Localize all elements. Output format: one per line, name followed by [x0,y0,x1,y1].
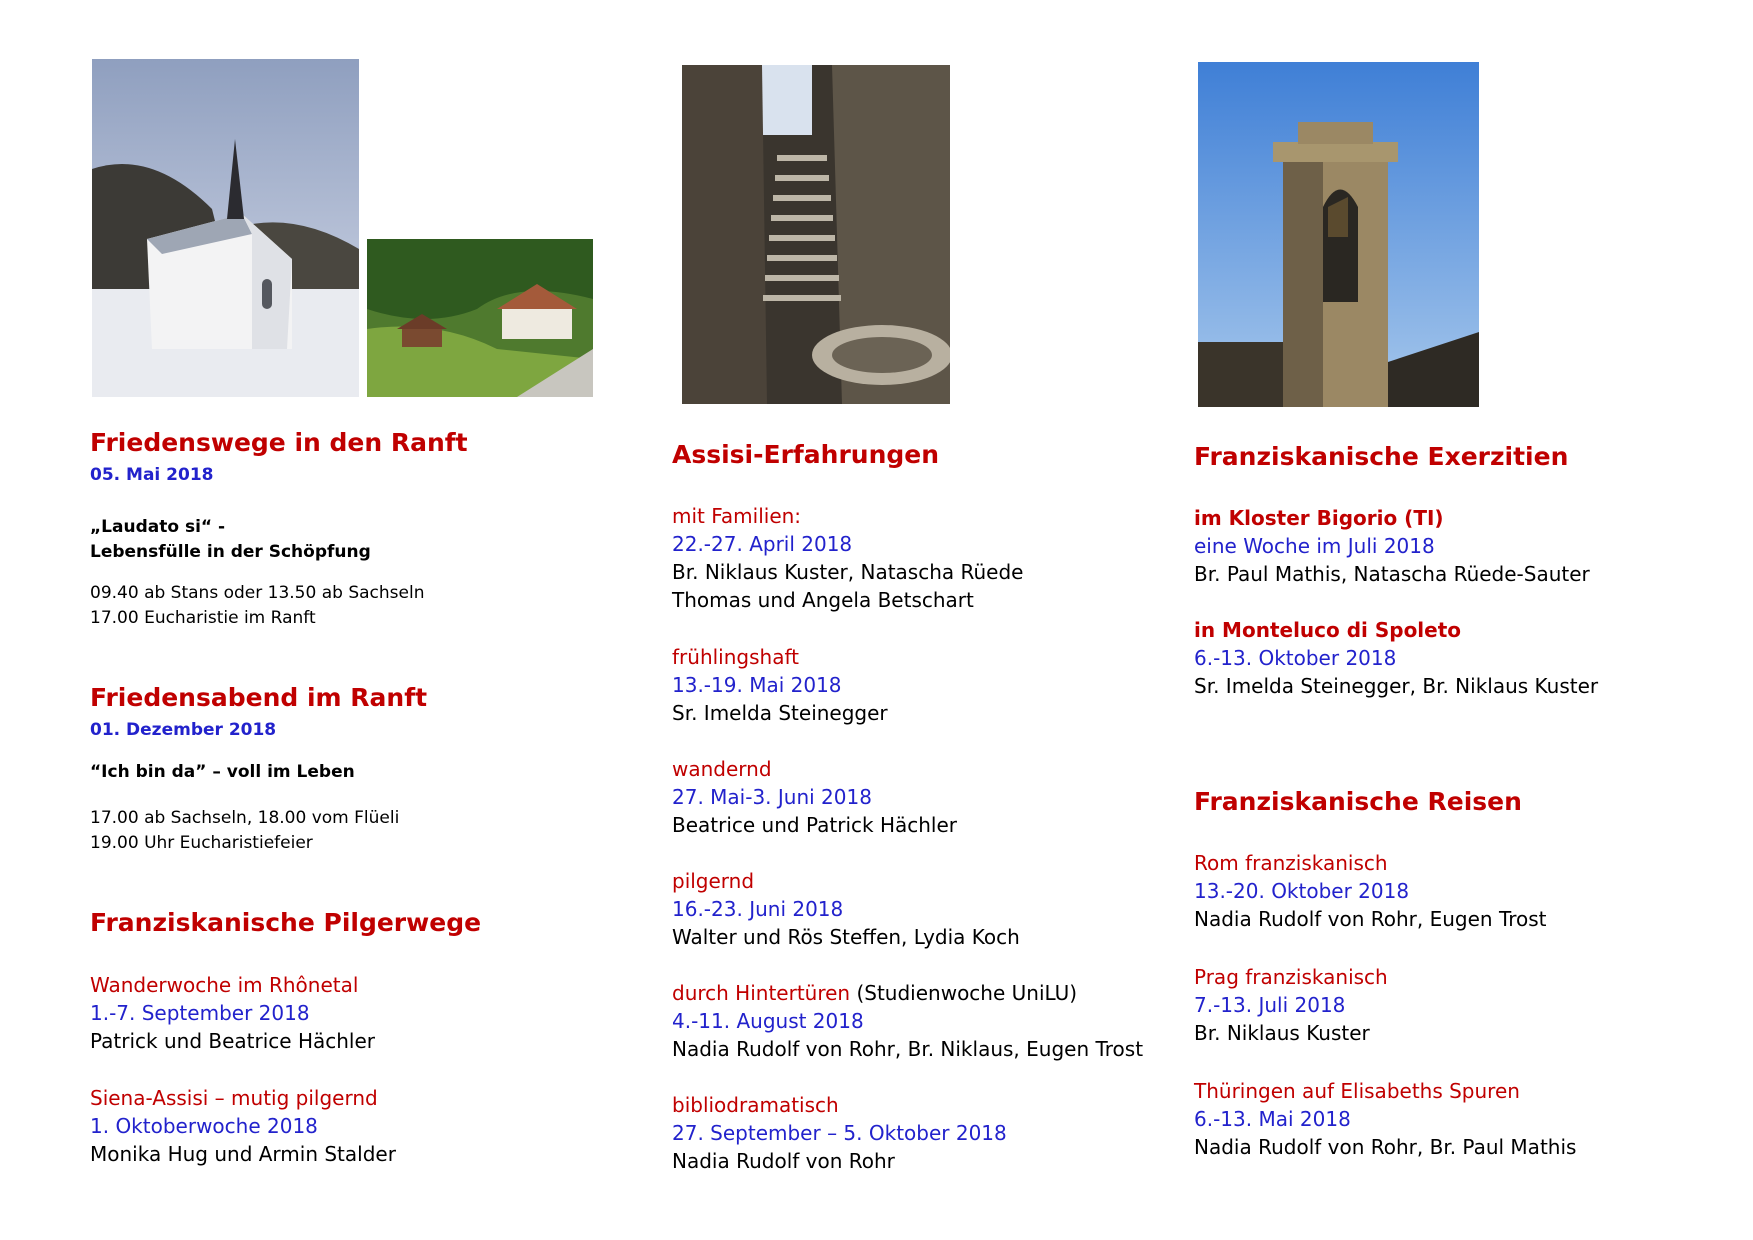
exerzitien-item [1194,504,1590,588]
item-label: im Kloster Bigorio (TI) [1194,506,1444,530]
item-people: Nadia Rudolf von Rohr, Br. Niklaus, Eugen Trost [672,1037,1144,1061]
item-date: 6.-13. Oktober 2018 [1194,646,1397,670]
item-people: Sr. Imelda Steinegger [672,701,888,725]
exerzitien-item [1194,616,1598,700]
theme-friedensabend: “Ich bin da” – voll im Leben [90,762,355,782]
item-date: 1. Oktoberwoche 2018 [90,1114,318,1138]
section-title-reisen: Franziskanische Reisen [1194,787,1522,816]
assisi-item [672,755,957,839]
item-date: 4.-11. August 2018 [672,1009,864,1033]
item-date: 27. September – 5. Oktober 2018 [672,1121,1007,1145]
theme-line-1: „Laudato si“ - [90,517,226,537]
item-label: durch Hintertüren [672,981,851,1005]
item-people: Sr. Imelda Steinegger, Br. Niklaus Kuster [1194,674,1599,698]
item-date: 1.-7. September 2018 [90,1001,310,1025]
section-title-friedensabend: Friedensabend im Ranft [90,683,428,712]
item-label: mit Familien: [672,504,802,528]
item-people: Br. Niklaus Kuster [1194,1021,1370,1045]
item-date: 7.-13. Juli 2018 [1194,993,1346,1017]
item-people: Walter und Rös Steffen, Lydia Koch [672,925,1020,949]
item-label: Siena-Assisi – mutig pilgernd [90,1086,378,1110]
item-people: Nadia Rudolf von Rohr, Eugen Trost [1194,907,1547,931]
bell-tower-photo [1198,62,1479,407]
info-line-1: 09.40 ab Stans oder 13.50 ab Sachseln [90,583,425,603]
item-people: Nadia Rudolf von Rohr, Br. Paul Mathis [1194,1135,1577,1159]
item-people: Br. Niklaus Kuster, Natascha Rüede [672,560,1024,584]
item-date: 13.-20. Oktober 2018 [1194,879,1410,903]
theme-line-2: Lebensfülle in der Schöpfung [90,542,371,562]
item-label: bibliodramatisch [672,1093,839,1117]
item-date: 16.-23. Juni 2018 [672,897,844,921]
item-people: Monika Hug und Armin Stalder [90,1142,396,1166]
chapel-winter-photo [92,59,359,397]
item-date: 13.-19. Mai 2018 [672,673,842,697]
section-title-exerzitien: Franziskanische Exerzitien [1194,442,1569,471]
item-label: pilgernd [672,869,755,893]
section-title-assisi: Assisi-Erfahrungen [672,440,940,469]
item-people: Patrick und Beatrice Hächler [90,1029,375,1053]
item-people: Beatrice und Patrick Hächler [672,813,957,837]
item-date: 27. Mai-3. Juni 2018 [672,785,872,809]
info-line-2: 17.00 Eucharistie im Ranft [90,608,316,628]
item-label-extra: (Studienwoche UniLU) [850,981,1078,1005]
assisi-item [672,502,1023,614]
reisen-item [1194,849,1547,933]
item-label: Thüringen auf Elisabeths Spuren [1194,1079,1520,1103]
section-title-pilgerwege: Franziskanische Pilgerwege [90,908,482,937]
item-date: eine Woche im Juli 2018 [1194,534,1435,558]
assisi-item [672,867,1020,951]
assisi-item [672,1091,1007,1175]
pilgerweg-item [90,1084,396,1168]
item-label: Rom franziskanisch [1194,851,1388,875]
date-friedensabend: 01. Dezember 2018 [90,720,277,740]
reisen-item [1194,963,1388,1047]
reisen-item [1194,1077,1576,1161]
section-title-friedenswege: Friedenswege in den Ranft [90,428,468,457]
item-date: 22.-27. April 2018 [672,532,853,556]
item-label: in Monteluco di Spoleto [1194,618,1462,642]
ranft-valley-photo [367,239,593,397]
item-label: frühlingshaft [672,645,799,669]
assisi-stairs-photo [682,65,950,404]
pilgerweg-item [90,971,375,1055]
item-people-2: Thomas und Angela Betschart [672,588,974,612]
item-label: Wanderwoche im Rhônetal [90,973,359,997]
item-people: Br. Paul Mathis, Natascha Rüede-Sauter [1194,562,1590,586]
item-label: wandernd [672,757,772,781]
item-people: Nadia Rudolf von Rohr [672,1149,895,1173]
item-date: 6.-13. Mai 2018 [1194,1107,1351,1131]
assisi-item [672,643,888,727]
info-friedensabend-1: 17.00 ab Sachseln, 18.00 vom Flüeli [90,808,400,828]
info-friedensabend-2: 19.00 Uhr Eucharistiefeier [90,833,313,853]
date-friedenswege: 05. Mai 2018 [90,465,214,485]
item-label: Prag franziskanisch [1194,965,1388,989]
assisi-item [672,979,1143,1063]
